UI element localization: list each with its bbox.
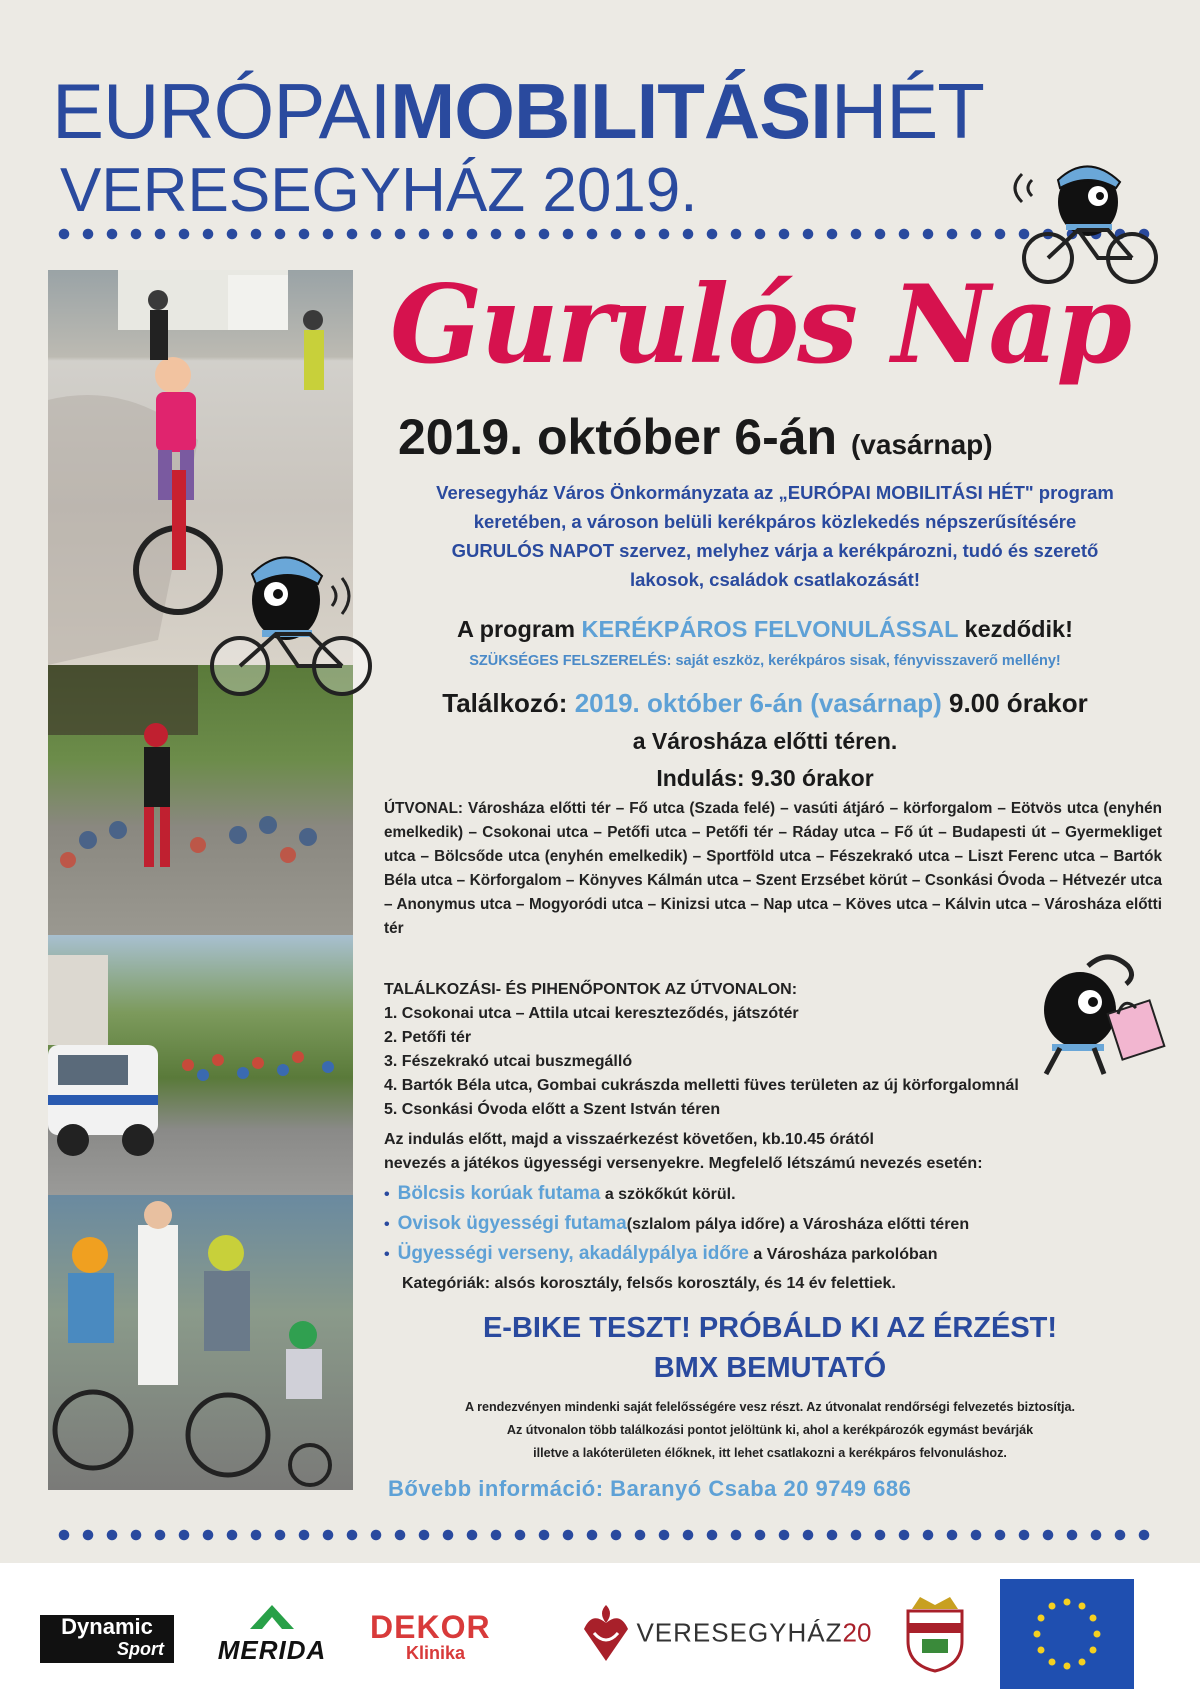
header-subtitle: VERESEGYHÁZ 2019.: [60, 156, 698, 225]
race-item: • Ovisok ügyességi futama(szlalom pálya időre) a Városháza előtti téren: [384, 1213, 970, 1234]
intro-line: Veresegyház Város Önkormányzata az „EURÓPAI MOBILITÁSI HÉT" program: [436, 482, 1114, 503]
contact-info: Bővebb információ: Baranyó Csaba 20 9749 686: [388, 1476, 912, 1501]
bmx-headline: BMX BEMUTATÓ: [653, 1352, 887, 1384]
photo-performer-crowd: [48, 665, 353, 935]
sponsor-footer: [0, 1563, 1200, 1697]
program-highlight: KERÉKPÁROS FELVONULÁSSAL: [581, 616, 959, 642]
event-date-day: (vasárnap): [850, 429, 993, 460]
race-item: • Ügyességi verseny, akadálypálya időre a Városháza parkolóban: [384, 1243, 938, 1264]
veresegyhaz20-logo: [580, 1603, 871, 1663]
eu-flag-icon: [1000, 1579, 1134, 1689]
race-title: Ovisok ügyességi futama: [397, 1213, 627, 1234]
merida-logo-text: MERIDA: [217, 1635, 327, 1665]
stop-item: 1. Csokonai utca – Attila utcai kereszteződés, játszótér: [384, 1005, 799, 1022]
stops-section: [384, 978, 1174, 1299]
race-detail: (szlalom pálya időre) a Városháza előtti téren: [626, 1216, 970, 1233]
veresegyhaz-logo-text: VERESEGYHÁZ: [636, 1617, 843, 1648]
race-title: Ügyességi verseny, akadálypálya időre: [397, 1243, 749, 1264]
departure-time: Indulás: 9.30 órakor: [656, 765, 874, 791]
intro-line: GURULÓS NAPOT szervez, melyhez várja a kerékpározni, tudó és szerető: [451, 540, 1099, 561]
sport-logo-text: Sport: [117, 1639, 164, 1659]
race-detail: a szökőkút körül.: [604, 1186, 736, 1203]
program-post: kezdődik!: [964, 616, 1073, 642]
meeting-time: 9.00 órakor: [948, 688, 1088, 718]
race-title: Bölcsis korúak futama: [397, 1183, 601, 1204]
stops-heading: TALÁLKOZÁSI- ÉS PIHENŐPONTOK AZ ÚTVONALON:: [384, 981, 798, 998]
event-date: [398, 408, 993, 466]
tulip-crest-icon: [580, 1603, 632, 1663]
registration-line: nevezés a játékos ügyességi versenyekre. Megfelelő létszámú nevezés esetén:: [384, 1155, 983, 1172]
dekor-klinika-logo: [370, 1611, 491, 1663]
intro-line: lakosok, családok csatlakozását!: [630, 569, 920, 590]
disclaimer-line: Az útvonalon több találkozási pontot jelöltünk ki, ahol a kerékpározók egymást bevárják: [506, 1423, 1034, 1437]
stop-item: 4. Bartók Béla utca, Gombai cukrászda melletti füves területen az új körforgalomnál: [384, 1077, 1019, 1094]
meeting-info: [360, 688, 1170, 719]
photo-police-escort-parade: [48, 935, 353, 1195]
race-detail: a Városháza parkolóban: [753, 1246, 938, 1263]
event-date-main: 2019. október 6-án: [398, 409, 838, 465]
header-mobilitasi: MOBILITÁSI: [390, 67, 831, 155]
intro-line: keretében, a városon belüli kerékpáros közlekedés népszerűsítésére: [473, 511, 1077, 532]
dekor-logo-text: DEKOR: [370, 1609, 491, 1645]
program-start: [360, 616, 1170, 643]
ebike-headline: E-BIKE TESZT! PRÓBÁLD KI AZ ÉRZÉST!: [482, 1312, 1058, 1344]
stop-item: 3. Fészekrakó utcai buszmegálló: [384, 1053, 633, 1070]
header-het: HÉT: [830, 67, 984, 155]
program-pre: A program: [457, 616, 575, 642]
intro-text: [385, 478, 1165, 594]
header-title: [52, 67, 984, 155]
dynamic-sport-logo: [40, 1615, 174, 1663]
city-coat-of-arms-icon: [900, 1593, 970, 1673]
meeting-label: Találkozó:: [442, 688, 568, 718]
cyclist-mascot-icon-2: [206, 534, 376, 704]
photo-kids-with-helmets: [48, 1195, 353, 1490]
event-title: Gurulós Nap: [390, 262, 1130, 388]
categories: Kategóriák: alsós korosztály, felsős korosztály, és 14 év felettiek.: [402, 1275, 896, 1292]
registration-line: Az indulás előtt, majd a visszaérkezést követően, kb.10.45 órától: [384, 1131, 874, 1148]
veresegyhaz-logo-number: 20: [842, 1617, 872, 1648]
stop-item: 2. Petőfi tér: [384, 1029, 472, 1046]
merida-logo: [192, 1601, 352, 1664]
stop-item: 5. Csonkási Óvoda előtt a Szent István téren: [384, 1101, 721, 1118]
disclaimer: [360, 1396, 1180, 1465]
klinika-logo-text: Klinika: [406, 1643, 466, 1663]
meeting-date: 2019. október 6-án (vasárnap): [574, 688, 942, 718]
race-item: • Bölcsis korúak futama a szökőkút körül.: [384, 1183, 736, 1204]
disclaimer-line: A rendezvényen mindenki saját felelősségére vesz részt. Az útvonalat rendőrségi felvezetés biztosítja.: [464, 1400, 1076, 1414]
route-description: ÚTVONAL: Városháza előtti tér – Fő utca (Szada felé) – vasúti átjáró – körforgalom – Eötvös utca (enyhén emelkedik) – Csokonai utca – Petőfi utca – Petőfi tér – Ráday utca – Fő út – Budapesti út – Gyermekliget utca – Bölcsőde utca (enyhén emelkedik) – Sportföld utca – Fészekrakó utca – Liszt Ferenc utca – Bartók Béla utca – Körforgalom – Könyves Kálmán utca – Szent Erzsébet körút – Csonkási Óvoda – Hétvezér utca – Anonymus utca – Mogyoródi utca – Kinizsi utca – Nap utca – Köves utca – Kálvin utca – Városháza előtti tér: [384, 800, 1162, 937]
disclaimer-line: illetve a lakóterületen élőknek, itt lehet csatlakozni a kerékpáros felvonuláshoz.: [533, 1446, 1007, 1460]
equipment-note: SZÜKSÉGES FELSZERELÉS: saját eszköz, kerékpáros sisak, fényvisszaverő mellény!: [469, 653, 1061, 669]
meeting-place: a Városháza előtti téren.: [632, 728, 898, 754]
dotted-divider-bottom: [52, 1529, 1152, 1541]
dotted-divider-top: [52, 228, 1152, 240]
dynamic-logo-text: Dynamic: [61, 1614, 153, 1639]
header-europai: EURÓPAI: [52, 67, 391, 155]
mountain-icon: [242, 1601, 302, 1631]
